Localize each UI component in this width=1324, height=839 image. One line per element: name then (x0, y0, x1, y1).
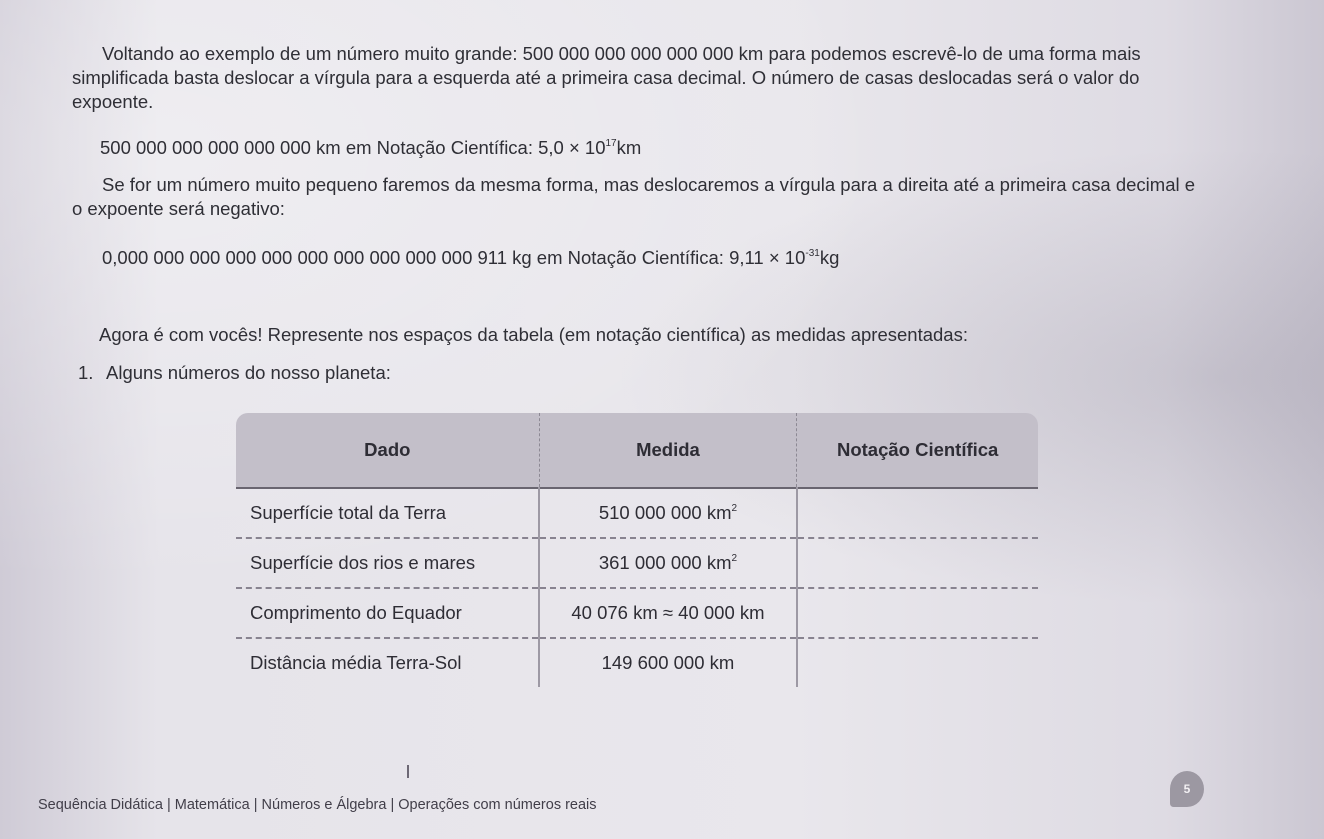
medida-exponent: 2 (731, 553, 738, 564)
pen-mark (407, 765, 409, 778)
table-header-row (236, 413, 1038, 488)
medida-cell (539, 588, 797, 638)
header-notacao: Notação Científica (797, 413, 1038, 488)
table-row (236, 488, 1038, 538)
medida-cell (539, 488, 797, 538)
header-dado: Dado (236, 413, 539, 488)
medida-value: 149 600 000 km (601, 652, 735, 673)
table-row (236, 538, 1038, 588)
page-number-badge: 5 (1170, 771, 1204, 807)
small-number-example (102, 246, 839, 270)
medida-value: 510 000 000 km (598, 502, 732, 523)
medida-exponent: 2 (731, 503, 738, 514)
measurements-table (236, 413, 1038, 687)
notacao-answer-cell[interactable] (797, 488, 1038, 538)
table-row (236, 588, 1038, 638)
large-number-example-text: 500 000 000 000 000 000 km em Notação Científica: 5,0 × 10 (100, 137, 606, 158)
notacao-answer-cell[interactable] (797, 538, 1038, 588)
large-number-exponent: 17 (605, 138, 617, 149)
large-number-unit: km (616, 137, 642, 158)
large-number-example (100, 136, 641, 160)
small-number-unit: kg (819, 247, 840, 268)
exercise-prompt: Agora é com vocês! Represente nos espaços da tabela (em notação científica) as medidas apresentadas: (99, 324, 968, 345)
small-number-exponent: -31 (805, 248, 820, 259)
dado-cell: Comprimento do Equador (236, 588, 539, 638)
dado-cell: Distância média Terra-Sol (236, 638, 539, 687)
planet-data-table (236, 413, 1038, 691)
notacao-answer-cell[interactable] (797, 588, 1038, 638)
footer-caption: Sequência Didática | Matemática | Números e Álgebra | Operações com números reais (38, 797, 597, 813)
table-row (236, 638, 1038, 687)
question-text: Alguns números do nosso planeta: (106, 362, 391, 383)
header-medida: Medida (539, 413, 797, 488)
dado-cell: Superfície dos rios e mares (236, 538, 539, 588)
notacao-answer-cell[interactable] (797, 638, 1038, 687)
medida-value: 361 000 000 km (598, 552, 732, 573)
small-number-example-text: 0,000 000 000 000 000 000 000 000 000 000 911 kg em Notação Científica: 9,11 × 10 (102, 247, 806, 268)
intro-paragraph: Voltando ao exemplo de um número muito grande: 500 000 000 000 000 000 km para podemos escrevê-lo de uma forma mais simplificada basta deslocar a vírgula para a esquerda até a primeira casa decimal. O número de casas deslocadas será o valor do expoente. (72, 43, 1141, 112)
question-heading (78, 361, 391, 385)
medida-cell (539, 538, 797, 588)
medida-cell (539, 638, 797, 687)
dado-cell: Superfície total da Terra (236, 488, 539, 538)
small-number-paragraph: Se for um número muito pequeno faremos da mesma forma, mas deslocaremos a vírgula para a direita até a primeira casa decimal e o expoente será negativo: (72, 174, 1196, 219)
question-number: 1. (78, 362, 94, 383)
medida-value: 40 076 km ≈ 40 000 km (571, 602, 765, 623)
